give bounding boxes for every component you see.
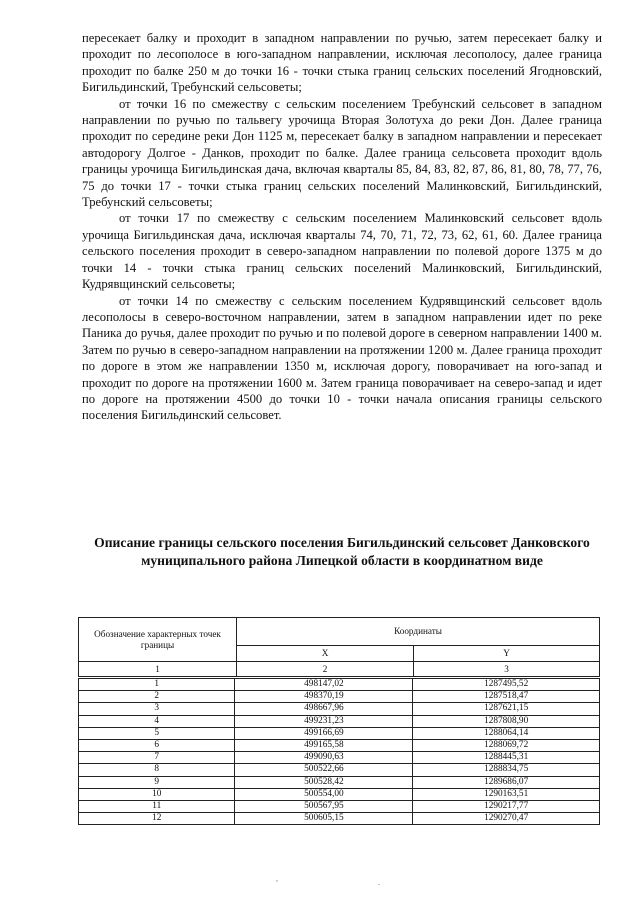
point-number-cell: 2 xyxy=(79,691,235,703)
body-text xyxy=(82,30,602,424)
point-number-cell: 4 xyxy=(79,715,235,727)
y-coordinate-cell: 1288064,14 xyxy=(413,727,600,739)
x-coordinate-cell: 498147,02 xyxy=(235,679,413,691)
y-coordinate-cell: 1290270,47 xyxy=(413,813,600,825)
y-coordinate-cell: 1287621,15 xyxy=(413,703,600,715)
column-number-2: 2 xyxy=(237,662,414,677)
table-row xyxy=(79,764,600,776)
point-number-cell: 1 xyxy=(79,679,235,691)
point-number-cell: 12 xyxy=(79,813,235,825)
y-coordinate-cell: 1290217,77 xyxy=(413,801,600,813)
x-coordinate-cell: 500554,00 xyxy=(235,788,413,800)
x-coordinate-cell: 498370,19 xyxy=(235,691,413,703)
y-column-header: Y xyxy=(414,646,600,662)
point-number-cell: 7 xyxy=(79,752,235,764)
x-coordinate-cell: 499231,23 xyxy=(235,715,413,727)
table-row xyxy=(79,813,600,825)
point-number-cell: 9 xyxy=(79,776,235,788)
x-coordinate-cell: 500522,66 xyxy=(235,764,413,776)
points-column-header: Обозначение характерных точек границы xyxy=(79,618,237,662)
coordinates-header: Координаты xyxy=(237,618,600,646)
paragraph-point-16: от точки 16 по смежеству с сельским поселением Требунский сельсовет в западном направлении по ручью по тальвегу урочища Вторая Золотуха до реки Дон. Далее граница проходит по середине реки Дон 1125 м, пересекает балку в западном направлении и пересекает автодорогу Долгое - Данков, проходит по балке. Далее граница сельсовета проходит вдоль границы урочища Бигильдинская дача, включая кварталы 85, 84, 83, 82, 87, 86, 81, 80, 78, 77, 76, 75 до точки 17 - точки стыка границ сельских поселений Малинковский, Бигильдинский, Требунский сельсоветы; xyxy=(82,96,602,210)
paragraph-point-14: от точки 14 по смежеству с сельским поселением Кудрявщинский сельсовет вдоль лесополосы в северо-восточном направлении, затем в западном направлении идет по реке Паника до ручья, далее проходит по ручью и по полевой дороге в северном направлении 1400 м. Затем по ручью в северо-западном направлении на протяжении 1200 м. Далее граница проходит по дороге в этом же направлении 1350 м, исключая дорогу, поворачивает на юго-запад и проходит по дороге на протяжении 1600 м. Затем граница поворачивает на северо-запад и идет по дороге на протяжении 4500 до точки 10 - точки начала описания границы сельского поселения Бигильдинский сельсовет. xyxy=(82,293,602,423)
x-coordinate-cell: 498667,96 xyxy=(235,703,413,715)
x-coordinate-cell: 500528,42 xyxy=(235,776,413,788)
point-number-cell: 8 xyxy=(79,764,235,776)
table-row xyxy=(79,752,600,764)
x-coordinate-cell: 499090,63 xyxy=(235,752,413,764)
table-row xyxy=(79,703,600,715)
table-row xyxy=(79,679,600,691)
y-coordinate-cell: 1288834,75 xyxy=(413,764,600,776)
paragraph-continuation: пересекает балку и проходит в западном направлении по ручью, затем пересекает балку и проходит по лесополосе в юго-западном направлении, исключая лесополосу, далее граница проходит по балке 250 м до точки 16 - точки стыка границ сельских поселений Ягодновский, Бигильдинский, Требунский сельсоветы; xyxy=(82,31,602,95)
table-row xyxy=(79,727,600,739)
table-row xyxy=(79,715,600,727)
y-coordinate-cell: 1289686,07 xyxy=(413,776,600,788)
x-coordinate-cell: 500605,15 xyxy=(235,813,413,825)
table-row xyxy=(79,788,600,800)
coordinates-table-header xyxy=(78,617,600,677)
scan-speck: . xyxy=(378,878,380,887)
table-row xyxy=(79,801,600,813)
y-coordinate-cell: 1287518,47 xyxy=(413,691,600,703)
y-coordinate-cell: 1290163,51 xyxy=(413,788,600,800)
y-coordinate-cell: 1287495,52 xyxy=(413,679,600,691)
section-heading: Описание границы сельского поселения Бигильдинский сельсовет Данковского муниципального района Липецкой области в координатном виде xyxy=(94,535,590,568)
table-row xyxy=(79,776,600,788)
x-coordinate-cell: 499165,58 xyxy=(235,740,413,752)
table-row xyxy=(79,691,600,703)
scan-speck: , xyxy=(276,874,278,883)
coordinates-table xyxy=(78,678,600,825)
point-number-cell: 11 xyxy=(79,801,235,813)
x-column-header: X xyxy=(237,646,414,662)
y-coordinate-cell: 1288445,31 xyxy=(413,752,600,764)
paragraph-point-17: от точки 17 по смежеству с сельским поселением Малинковский сельсовет вдоль урочища Бигильдинская дача, исключая кварталы 74, 70, 71, 72, 73, 62, 61, 60. Далее граница сельского поселения проходит в северо-западном направлении по полевой дороге 1375 м до точки 14 - точки стыка границ сельских поселений Малинковский, Бигильдинский, Кудрявщинский сельсоветы; xyxy=(82,211,602,292)
x-coordinate-cell: 499166,69 xyxy=(235,727,413,739)
table-row xyxy=(79,740,600,752)
y-coordinate-cell: 1288069,72 xyxy=(413,740,600,752)
point-number-cell: 3 xyxy=(79,703,235,715)
point-number-cell: 10 xyxy=(79,788,235,800)
x-coordinate-cell: 500567,95 xyxy=(235,801,413,813)
point-number-cell: 6 xyxy=(79,740,235,752)
y-coordinate-cell: 1287808,90 xyxy=(413,715,600,727)
point-number-cell: 5 xyxy=(79,727,235,739)
column-number-1: 1 xyxy=(79,662,237,677)
column-number-3: 3 xyxy=(414,662,600,677)
